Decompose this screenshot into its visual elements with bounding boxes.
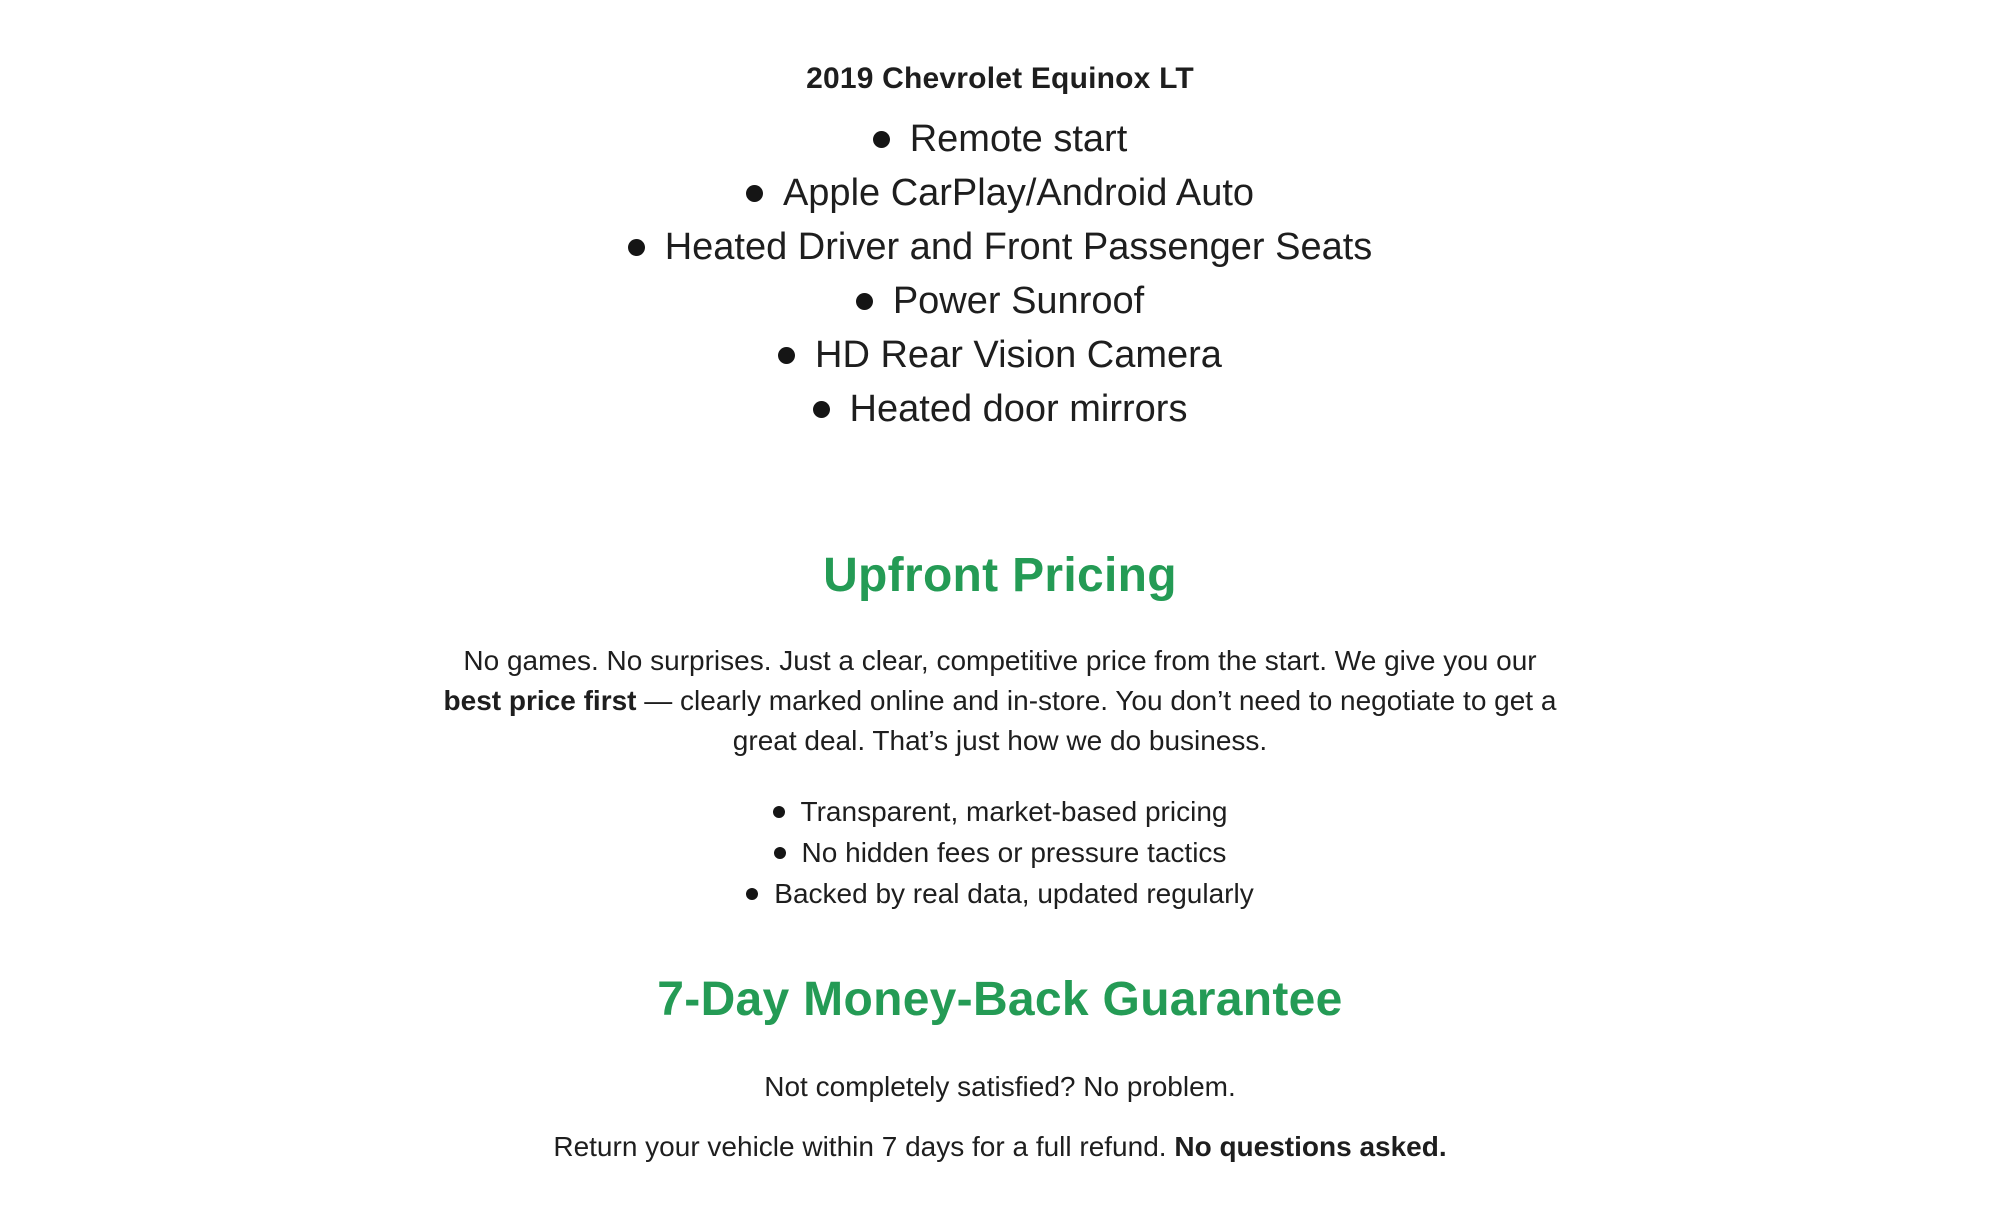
pricing-point-item — [380, 873, 1620, 914]
vehicle-feature-list — [380, 112, 1620, 436]
bullet-icon — [774, 847, 786, 859]
feature-list-item-label: Remote start — [909, 117, 1128, 160]
pricing-points-list — [380, 791, 1620, 914]
refund-line-bold-phrase: No questions asked. — [1174, 1131, 1447, 1162]
bullet-icon — [873, 131, 890, 148]
feature-list-item-label: Power Sunroof — [892, 279, 1145, 322]
vehicle-title: 2019 Chevrolet Equinox LT — [806, 62, 1194, 95]
pricing-paragraph-bold-phrase: best price first — [443, 685, 637, 716]
feature-list-item — [380, 382, 1620, 436]
money-back-guarantee-heading: 7-Day Money-Back Guarantee — [657, 973, 1343, 1026]
bullet-icon — [746, 888, 758, 900]
guarantee-satisfied-line: Not completely satisfied? No problem. — [764, 1071, 1236, 1102]
feature-list-item-label: Heated door mirrors — [849, 387, 1188, 430]
bullet-icon — [778, 347, 795, 364]
feature-list-item — [380, 274, 1620, 328]
upfront-pricing-paragraph — [435, 641, 1565, 761]
feature-list-item — [380, 220, 1620, 274]
pricing-paragraph-text-after: — clearly marked online and in-store. You don’t need to negotiate to get a great deal. That’s just how we do business. — [636, 685, 1557, 756]
bullet-icon — [813, 401, 830, 418]
pricing-point-item — [380, 832, 1620, 873]
pricing-point-label: Transparent, market-based pricing — [800, 795, 1228, 827]
feature-list-item — [380, 112, 1620, 166]
guarantee-refund-line — [380, 1129, 1620, 1165]
feature-list-item-label: Apple CarPlay/Android Auto — [782, 171, 1255, 214]
pricing-paragraph-text-before: No games. No surprises. Just a clear, competitive price from the start. We give you our — [463, 645, 1537, 676]
bullet-icon — [773, 806, 785, 818]
feature-list-item — [380, 328, 1620, 382]
bullet-icon — [856, 293, 873, 310]
feature-list-item-label: Heated Driver and Front Passenger Seats — [664, 225, 1373, 268]
feature-list-item — [380, 166, 1620, 220]
content-column — [380, 60, 1620, 1165]
pricing-point-label: Backed by real data, updated regularly — [774, 877, 1254, 909]
pricing-point-label: No hidden fees or pressure tactics — [801, 836, 1227, 868]
refund-line-text: Return your vehicle within 7 days for a full refund. — [553, 1131, 1175, 1162]
upfront-pricing-heading: Upfront Pricing — [823, 549, 1177, 602]
bullet-icon — [746, 185, 763, 202]
bullet-icon — [628, 239, 645, 256]
feature-list-item-label: HD Rear Vision Camera — [815, 333, 1222, 376]
pricing-point-item — [380, 791, 1620, 832]
